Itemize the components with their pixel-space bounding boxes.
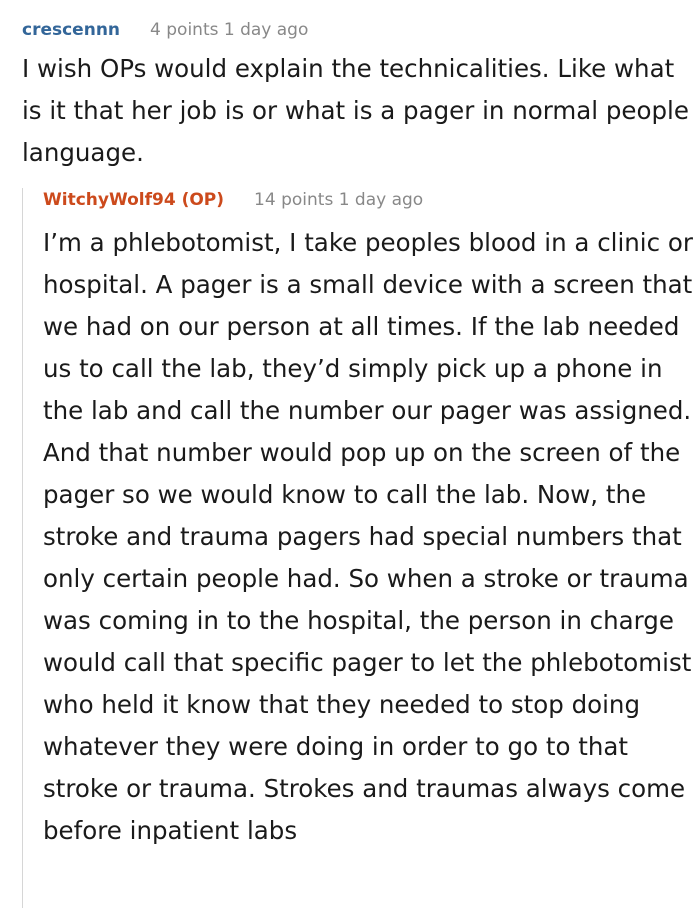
reply-body: I’m a phlebotomist, I take peoples blood in a clinic or hospital. A pager is a small device with a screen that we had on our person at all times. If the lab needed us to call the lab, they’d simply pick up a phone in the lab and call the number our pager was assigned. And that number would pop up on the screen of the pager so we would know to call the lab. Now, the stroke and trauma pagers had special numbers that only certain people had. So when a stroke or trauma was coming in to the hospital, the person in charge would call that specific pager to let the phlebotomist who held it know that they needed to stop doing whatever they were doing in order to go to that stroke or trauma. Strokes and traumas always come before inpatient labs	[43, 228, 693, 845]
reply-points-time: 14 points 1 day ago	[254, 190, 424, 210]
comment-author[interactable]: crescennn	[22, 20, 121, 40]
comment-body: I wish OPs would explain the technicalities. Like what is it that her job is or what is a pager in normal people language.	[22, 54, 689, 167]
reply-meta	[43, 188, 693, 212]
parent-comment	[22, 18, 692, 174]
comment-points-time: 4 points 1 day ago	[150, 20, 309, 40]
reply-comment	[23, 188, 693, 852]
reply-thread-line	[22, 188, 693, 908]
reply-author[interactable]: WitchyWolf94 (OP)	[43, 190, 225, 210]
comment-meta	[22, 18, 692, 42]
